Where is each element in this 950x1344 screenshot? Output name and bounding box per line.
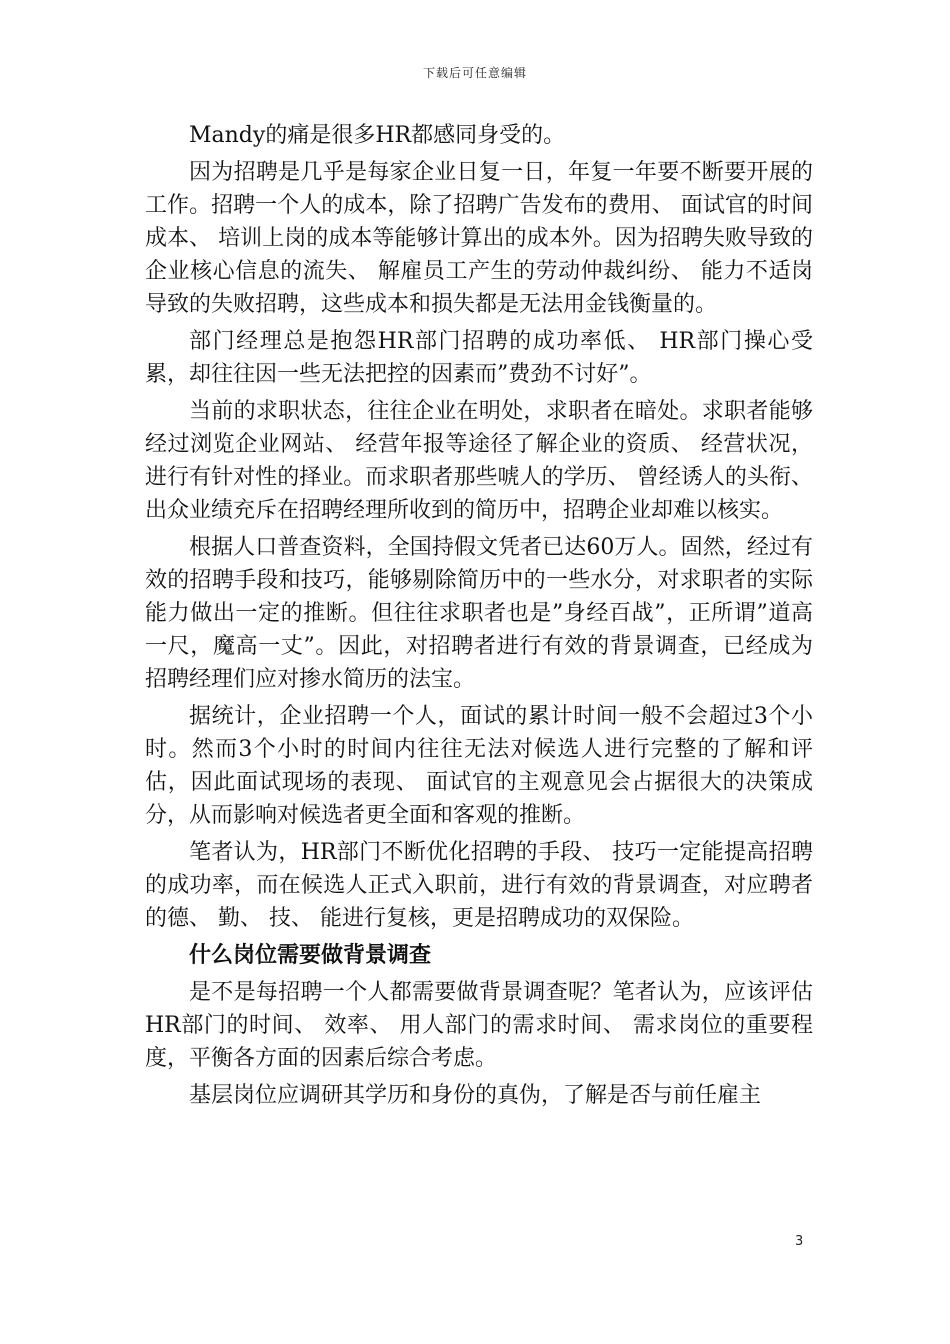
page-header: 下载后可任意编辑 [422,66,527,80]
paragraph: 笔者认为，HR部门不断优化招聘的手段、 技巧一定能提高招聘的成功率，而在候选人正式入职前，进行有效的背景调查，对应聘者的德、 勤、 技、 能进行复核，更是招聘成功的双保险。 [145,840,813,931]
paragraph: 因为招聘是几乎是每家企业日复一日，年复一年要不断要开展的工作。招聘一个人的成本，除了招聘广告发布的费用、 面试官的时间成本、 培训上岗的成本等能够计算出的成本外。因为招聘失败导致的企业核心信息的流失、 解雇员工产生的劳动仲裁纠纷、 能力不适岗导致的失败招聘，这些成本和损失都是无法用金钱衡量的。 [145,160,813,317]
section-heading: 什么岗位需要做背景调查 [189,943,432,968]
paragraph: 是不是每招聘一个人都需要做背景调查呢？笔者认为，应该评估HR部门的时间、 效率、 用人部门的需求时间、 需求岗位的重要程度，平衡各方面的因素后综合考虑。 [145,980,813,1071]
paragraph: 基层岗位应调研其学历和身份的真伪，了解是否与前任雇主 [189,1083,762,1108]
paragraph: 部门经理总是抱怨HR部门招聘的成功率低、 HR部门操心受累，却往往因一些无法把控的因素而”费劲不讨好”。 [145,329,813,387]
paragraph: 据统计，企业招聘一个人，面试的累计时间一般不会超过3个小时。然而3个小时的时间内往往无法对候选人进行完整的了解和评估，因此面试现场的表现、 面试官的主观意见会占据很大的决策成分，从而影响对候选者更全面和客观的推断。 [145,704,813,828]
paragraph: 根据人口普查资料，全国持假文凭者已达60万人。固然，经过有效的招聘手段和技巧，能够剔除简历中的一些水分，对求职者的实际能力做出一定的推断。但往往求职者也是”身经百战”，正所谓”道高一尺，魔高一丈”。因此，对招聘者进行有效的背景调查，已经成为招聘经理们应对掺水简历的法宝。 [145,535,813,692]
paragraph: Mandy的痛是很多HR都感同身受的。 [189,123,566,148]
paragraph: 当前的求职状态，往往企业在明处，求职者在暗处。求职者能够经过浏览企业网站、 经营年报等途径了解企业的资质、 经营状况，进行有针对性的择业。而求职者那些唬人的学历、 曾经诱人的头衔、 出众业绩充斥在招聘经理所收到的简历中，招聘企业却难以核实。 [145,399,813,523]
page-number: 3 [795,1234,804,1249]
document-body [145,119,813,1116]
